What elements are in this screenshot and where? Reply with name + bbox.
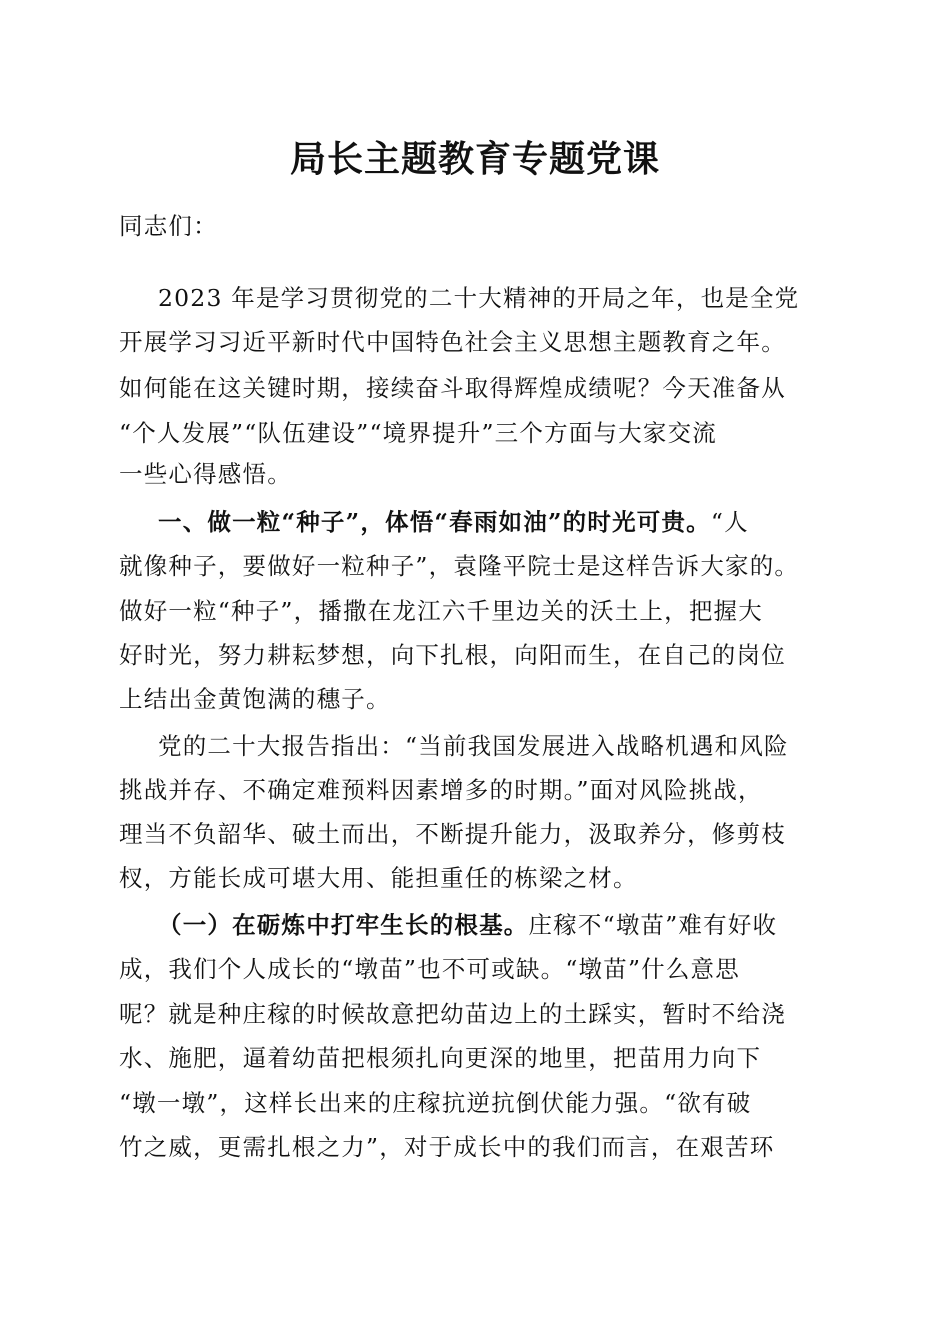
paragraph-line: 如何能在这关键时期，接续奋斗取得辉煌成绩呢？今天准备从 <box>119 374 786 402</box>
paragraph-line: 竹之威，更需扎根之力”，对于成长中的我们而言，在艰苦环 <box>119 1133 775 1161</box>
section-1-first-line <box>158 506 848 538</box>
subsection-1-heading: （一）在砺炼中打牢生长的根基。 <box>158 911 529 939</box>
paragraph-line: 杈，方能长成可堪大用、能担重任的栋梁之材。 <box>119 864 638 892</box>
paragraph-line: 开展学习习近平新时代中国特色社会主义思想主题教育之年。 <box>119 328 786 356</box>
section-1-heading: 一、做一粒“种子”，体悟“春雨如油”的时光可贵。 <box>158 508 711 536</box>
paragraph-line: 党的二十大报告指出：“当前我国发展进入战略机遇和风险 <box>158 732 789 760</box>
paragraph-line: 就像种子，要做好一粒种子”，袁隆平院士是这样告诉大家的。 <box>119 552 800 580</box>
paragraph-line: “个人发展”“队伍建设”“境界提升”三个方面与大家交流 <box>119 419 717 447</box>
paragraph-line: “墩一墩”，这样长出来的庄稼抗逆抗倒伏能力强。“欲有破 <box>119 1089 752 1117</box>
subsection-1-first-line <box>158 909 848 941</box>
subsection-1-text: 庄稼不“墩苗”难有好收 <box>528 911 778 939</box>
section-1-text: “人 <box>710 508 749 536</box>
paragraph-line: 2023 年是学习贯彻党的二十大精神的开局之年，也是全党 <box>158 284 800 312</box>
paragraph-line: 成，我们个人成长的“墩苗”也不可或缺。“墩苗”什么意思 <box>119 955 740 983</box>
paragraph-line: 挑战并存、不确定难预料因素增多的时期。”面对风险挑战， <box>119 776 763 804</box>
paragraph-line: 呢？就是种庄稼的时候故意把幼苗边上的土踩实，暂时不给浇 <box>119 1000 786 1028</box>
document-title: 局长主题教育专题党课 <box>289 138 660 180</box>
greeting: 同志们： <box>119 212 218 240</box>
paragraph-line: 理当不负韶华、破土而出，不断提升能力，汲取养分，修剪枝 <box>119 820 786 848</box>
paragraph-line: 水、施肥，逼着幼苗把根须扎向更深的地里，把苗用力向下 <box>119 1044 762 1072</box>
paragraph-line: 好时光，努力耕耘梦想，向下扎根，向阳而生，在自己的岗位 <box>119 641 786 669</box>
paragraph-line: 一些心得感悟。 <box>119 460 292 488</box>
paragraph-line: 上结出金黄饱满的穗子。 <box>119 685 391 713</box>
paragraph-line: 做好一粒“种子”，播撒在龙江六千里边关的沃土上，把握大 <box>119 597 763 625</box>
